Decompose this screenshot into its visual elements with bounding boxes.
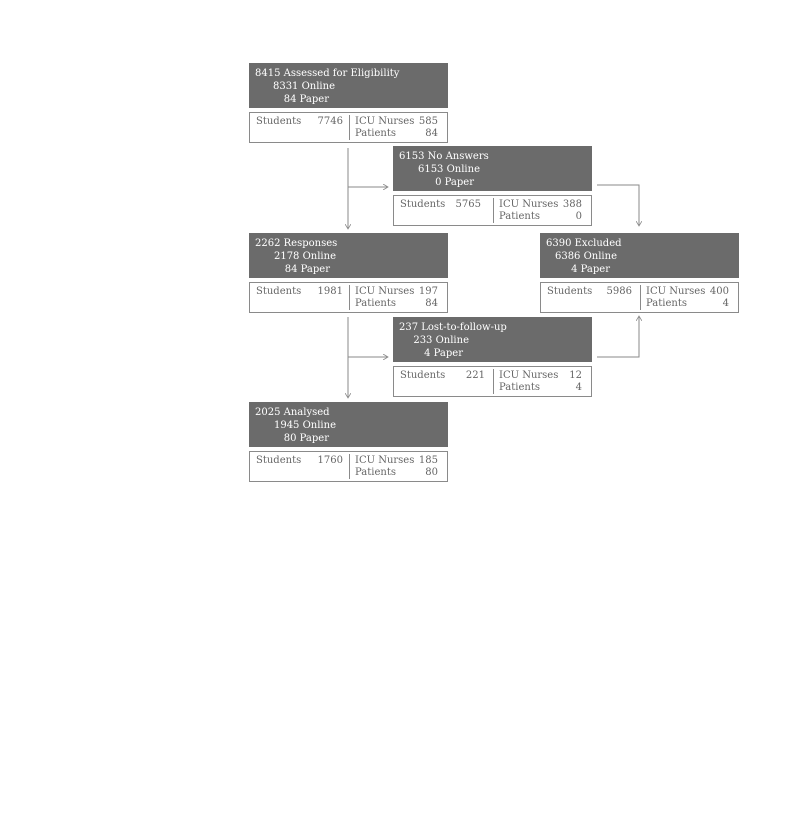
lost-title: 237 Lost-to-follow-up xyxy=(399,322,507,333)
patients-label: Patients xyxy=(355,467,396,478)
no-answers-online: 6153 Online xyxy=(417,164,480,175)
no-answers-title: 6153 No Answers xyxy=(399,151,489,162)
students-label: Students xyxy=(400,199,446,210)
analysed-title: 2025 Analysed xyxy=(255,407,330,418)
patients-count: 84 xyxy=(425,298,438,309)
patients-count: 4 xyxy=(575,382,582,393)
students-label: Students xyxy=(256,116,302,127)
analysed-paper: 80 Paper xyxy=(283,433,329,444)
students-count: 5765 xyxy=(455,199,481,210)
patients-count: 80 xyxy=(425,467,438,478)
responses-title: 2262 Responses xyxy=(255,238,338,249)
patients-label: Patients xyxy=(499,211,540,222)
patients-count: 84 xyxy=(425,128,438,139)
icu-nurses-count: 400 xyxy=(709,286,729,297)
column-divider xyxy=(349,285,350,310)
students-count: 1760 xyxy=(317,455,343,466)
students-label: Students xyxy=(256,455,302,466)
assessed-title: 8415 Assessed for Eligibility xyxy=(255,68,400,79)
icu-nurses-count: 197 xyxy=(418,286,438,297)
responses-header xyxy=(249,233,448,278)
lost-header xyxy=(393,317,592,362)
patients-label: Patients xyxy=(646,298,687,309)
lost-online: 233 Online xyxy=(413,335,469,346)
column-divider xyxy=(349,115,350,140)
students-count: 5986 xyxy=(606,286,632,297)
icu-nurses-count: 388 xyxy=(562,199,582,210)
icu-nurses-label: ICU Nurses xyxy=(355,286,415,297)
responses-paper: 84 Paper xyxy=(284,264,330,275)
column-divider xyxy=(640,285,641,310)
excluded-breakdown xyxy=(540,282,739,313)
patients-label: Patients xyxy=(355,128,396,139)
responses-online: 2178 Online xyxy=(273,251,336,262)
icu-nurses-label: ICU Nurses xyxy=(499,370,559,381)
icu-nurses-count: 12 xyxy=(569,370,582,381)
excluded-header xyxy=(540,233,739,278)
students-count: 7746 xyxy=(317,116,343,127)
icu-nurses-label: ICU Nurses xyxy=(355,116,415,127)
arrow-no-answers-to-excluded xyxy=(597,185,639,226)
excluded-online: 6386 Online xyxy=(554,251,617,262)
analysed-breakdown xyxy=(249,451,448,482)
no-answers-header xyxy=(393,146,592,191)
responses-breakdown xyxy=(249,282,448,313)
arrow-lost-to-excluded xyxy=(597,316,639,357)
students-count: 221 xyxy=(465,370,485,381)
icu-nurses-count: 585 xyxy=(418,116,438,127)
column-divider xyxy=(493,198,494,223)
patients-label: Patients xyxy=(499,382,540,393)
excluded-title: 6390 Excluded xyxy=(546,238,622,249)
assessed-paper: 84 Paper xyxy=(283,94,329,105)
icu-nurses-label: ICU Nurses xyxy=(646,286,706,297)
students-label: Students xyxy=(256,286,302,297)
icu-nurses-label: ICU Nurses xyxy=(355,455,415,466)
assessed-header xyxy=(249,63,448,108)
students-count: 1981 xyxy=(317,286,343,297)
no-answers-breakdown xyxy=(393,195,592,226)
icu-nurses-count: 185 xyxy=(418,455,438,466)
lost-breakdown xyxy=(393,366,592,397)
patients-count: 4 xyxy=(722,298,729,309)
icu-nurses-label: ICU Nurses xyxy=(499,199,559,210)
column-divider xyxy=(493,369,494,394)
assessed-online: 8331 Online xyxy=(272,81,335,92)
no-answers-paper: 0 Paper xyxy=(435,177,474,188)
students-label: Students xyxy=(400,370,446,381)
students-label: Students xyxy=(547,286,593,297)
assessed-breakdown xyxy=(249,112,448,143)
column-divider xyxy=(349,454,350,479)
patients-count: 0 xyxy=(575,211,582,222)
analysed-online: 1945 Online xyxy=(273,420,336,431)
lost-paper: 4 Paper xyxy=(424,348,463,359)
excluded-paper: 4 Paper xyxy=(571,264,610,275)
analysed-header xyxy=(249,402,448,447)
patients-label: Patients xyxy=(355,298,396,309)
